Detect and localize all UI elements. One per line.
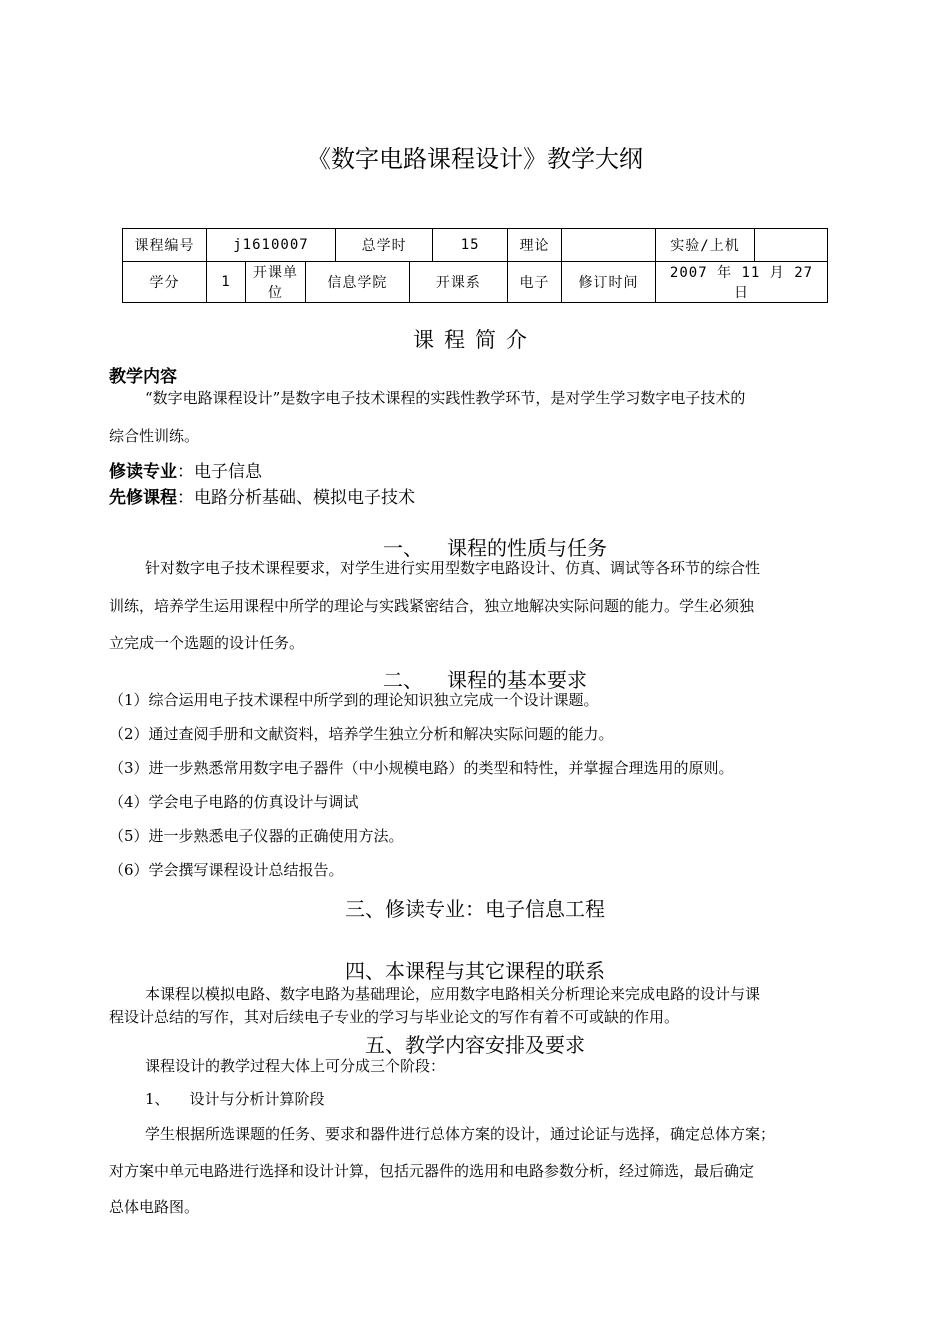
teaching-content-label: 教学内容 xyxy=(109,367,177,387)
table-cell: 开课单位 xyxy=(246,262,306,303)
table-cell xyxy=(562,229,656,262)
prereq-value: 电路分析基础、模拟电子技术 xyxy=(194,488,415,508)
section-number: 二、 xyxy=(383,668,423,692)
paragraph-line: 学生根据所选课题的任务、要求和器件进行总体方案的设计，通过论证与选择，确定总体方案； xyxy=(145,1125,776,1143)
list-item: （5）进一步熟悉电子仪器的正确使用方法。 xyxy=(109,827,404,845)
table-cell: 开课系 xyxy=(409,262,507,303)
major-colon: ： xyxy=(177,462,194,482)
section-4-heading: 四、本课程与其它课程的联系 xyxy=(345,959,605,983)
table-cell: j1610007 xyxy=(207,229,336,262)
table-row xyxy=(123,229,828,262)
section-2-heading xyxy=(383,664,587,693)
table-row xyxy=(123,262,828,303)
paragraph-line: 训练，培养学生运用课程中所学的理论与实践紧密结合，独立地解决实际问题的能力。学生必须独 xyxy=(109,597,755,615)
section-number: 一、 xyxy=(383,536,423,560)
table-cell: 2007 年 11 月 27 日 xyxy=(656,262,828,303)
table-cell xyxy=(755,229,828,262)
intro-heading: 课程简介 xyxy=(413,328,537,352)
section-5-heading: 五、教学内容安排及要求 xyxy=(365,1033,585,1057)
list-item: （1）综合运用电子技术课程中所学到的理论知识独立完成一个设计课题。 xyxy=(109,691,599,709)
section-title: 课程的基本要求 xyxy=(447,668,587,692)
major-value: 电子信息 xyxy=(194,462,262,482)
table-cell: 实验/上机 xyxy=(656,229,755,262)
table-cell: 课程编号 xyxy=(123,229,207,262)
paragraph-line: 针对数字电子技术课程要求，对学生进行实用型数字电路设计、仿真、调试等各环节的综合性 xyxy=(145,559,761,577)
page-title: 《数字电路课程设计》教学大纲 xyxy=(307,145,643,173)
list-item: （6）学会撰写课程设计总结报告。 xyxy=(109,861,344,879)
section-1-heading xyxy=(383,532,607,561)
course-info-table xyxy=(122,228,828,303)
paragraph-line: 立完成一个选题的设计任务。 xyxy=(109,634,305,652)
teaching-content-line: “数字电路课程设计”是数字电子技术课程的实践性教学环节，是对学生学习数字电子技术的 xyxy=(145,389,746,407)
paragraph-line: 课程设计的教学过程大体上可分成三个阶段： xyxy=(145,1057,446,1075)
table-cell: 电子 xyxy=(507,262,561,303)
paragraph-line: 对方案中单元电路进行选择和设计计算，包括元器件的选用和电路参数分析，经过筛选，最后确定 xyxy=(109,1162,755,1180)
stage-heading xyxy=(145,1089,325,1109)
stage-title: 设计与分析计算阶段 xyxy=(189,1090,325,1108)
table-cell: 15 xyxy=(433,229,508,262)
prereq-label: 先修课程 xyxy=(109,488,177,508)
paragraph-line: 本课程以模拟电路、数字电路为基础理论，应用数字电路相关分析理论来完成电路的设计与课 xyxy=(145,985,761,1003)
table-cell: 理论 xyxy=(508,229,562,262)
stage-number: 1、 xyxy=(145,1090,170,1108)
paragraph-line: 程设计总结的写作，其对后续电子专业的学习与毕业论文的写作有着不可或缺的作用。 xyxy=(109,1008,680,1026)
list-item: （2）通过查阅手册和文献资料，培养学生独立分析和解决实际问题的能力。 xyxy=(109,725,614,743)
major-line xyxy=(109,457,262,482)
list-item: （4）学会电子电路的仿真设计与调试 xyxy=(109,793,359,811)
paragraph-line: 总体电路图。 xyxy=(109,1198,200,1216)
section-title: 课程的性质与任务 xyxy=(447,536,607,560)
section-3-heading: 三、修读专业：电子信息工程 xyxy=(345,897,605,921)
table-cell: 修订时间 xyxy=(562,262,656,303)
teaching-content-line: 综合性训练。 xyxy=(109,427,200,445)
prereq-colon: ： xyxy=(177,488,194,508)
major-label: 修读专业 xyxy=(109,462,177,482)
table-cell: 学分 xyxy=(123,262,207,303)
table-cell: 总学时 xyxy=(335,229,432,262)
prereq-line xyxy=(109,483,415,508)
table-cell: 信息学院 xyxy=(305,262,409,303)
list-item: （3）进一步熟悉常用数字电子器件（中小规模电路）的类型和特性，并掌握合理选用的原则。 xyxy=(109,759,734,777)
table-cell: 1 xyxy=(207,262,246,303)
